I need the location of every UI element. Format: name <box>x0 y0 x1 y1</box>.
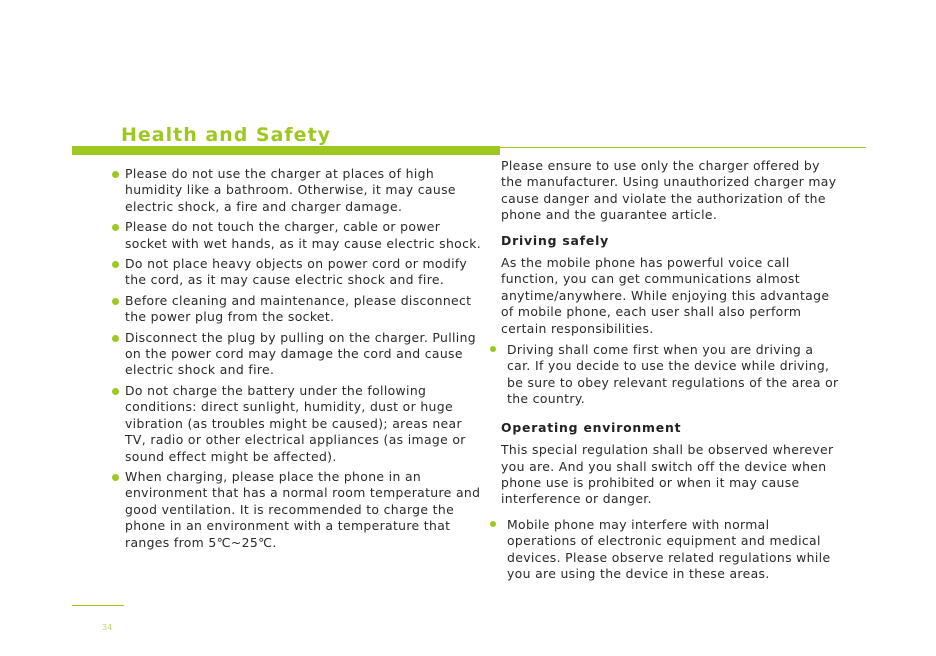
bullet-dot-icon <box>112 335 119 342</box>
driving-heading: Driving safely <box>501 232 610 248</box>
bullet-dot-icon <box>112 224 119 231</box>
list-item: Please do not use the charger at places of high humidity like a bathroom. Otherwise, it may cause electric shock, a fire and charger damage. <box>112 166 482 215</box>
right-column <box>490 158 840 594</box>
bullet-dot-icon <box>112 261 119 268</box>
page-title: Health and Safety <box>121 124 332 146</box>
list-item: When charging, please place the phone in an environment that has a normal room temperature and good ventilation. It is recommended to charge the phone in an environment with a temperature that ranges from 5℃~25℃. <box>112 469 482 551</box>
bullet-dot-icon <box>490 346 496 352</box>
list-item: Mobile phone may interfere with normal operations of electronic equipment and medical devices. Please observe related regulations while you are using the device in these areas. <box>490 517 840 583</box>
list-item: Disconnect the plug by pulling on the charger. Pulling on the power cord may damage the cord and cause electric shock and fire. <box>112 330 482 379</box>
bullet-dot-icon <box>112 298 119 305</box>
bullet-dot-icon <box>112 171 119 178</box>
environment-heading: Operating environment <box>501 419 682 435</box>
list-item: Do not place heavy objects on power cord or modify the cord, as it may cause electric shock and fire. <box>112 256 482 289</box>
bullet-dot-icon <box>112 388 119 395</box>
list-item: Please do not touch the charger, cable or power socket with wet hands, as it may cause electric shock. <box>112 219 482 252</box>
bullet-dot-icon <box>112 474 119 481</box>
charger-intro-paragraph: Please ensure to use only the charger offered by the manufacturer. Using unauthorized charger may cause danger and violate the authorization of the phone and the guarantee article. <box>501 158 837 223</box>
list-item: Before cleaning and maintenance, please disconnect the power plug from the socket. <box>112 293 482 326</box>
title-underline-rule <box>500 147 866 148</box>
footer-rule <box>72 605 124 606</box>
driving-paragraph: As the mobile phone has powerful voice call function, you can get communications almost anytime/anywhere. While enjoying this advantage of mobile phone, each user shall also perform certain responsibilities. <box>501 255 830 336</box>
page-number: 34 <box>102 623 113 632</box>
left-column <box>112 166 482 555</box>
title-underline-bar <box>72 146 500 155</box>
list-item: Driving shall come first when you are driving a car. If you decide to use the device while driving, be sure to obey relevant regulations of the area or the country. <box>490 342 840 408</box>
bullet-dot-icon <box>490 521 496 527</box>
list-item: Do not charge the battery under the following conditions: direct sunlight, humidity, dust or huge vibration (as troubles might be caused); areas near TV, radio or other electrical appliances (as image or sound effect might be affected). <box>112 383 482 465</box>
environment-paragraph: This special regulation shall be observed wherever you are. And you shall switch off the device when phone use is prohibited or when it may cause interference or danger. <box>501 442 834 507</box>
